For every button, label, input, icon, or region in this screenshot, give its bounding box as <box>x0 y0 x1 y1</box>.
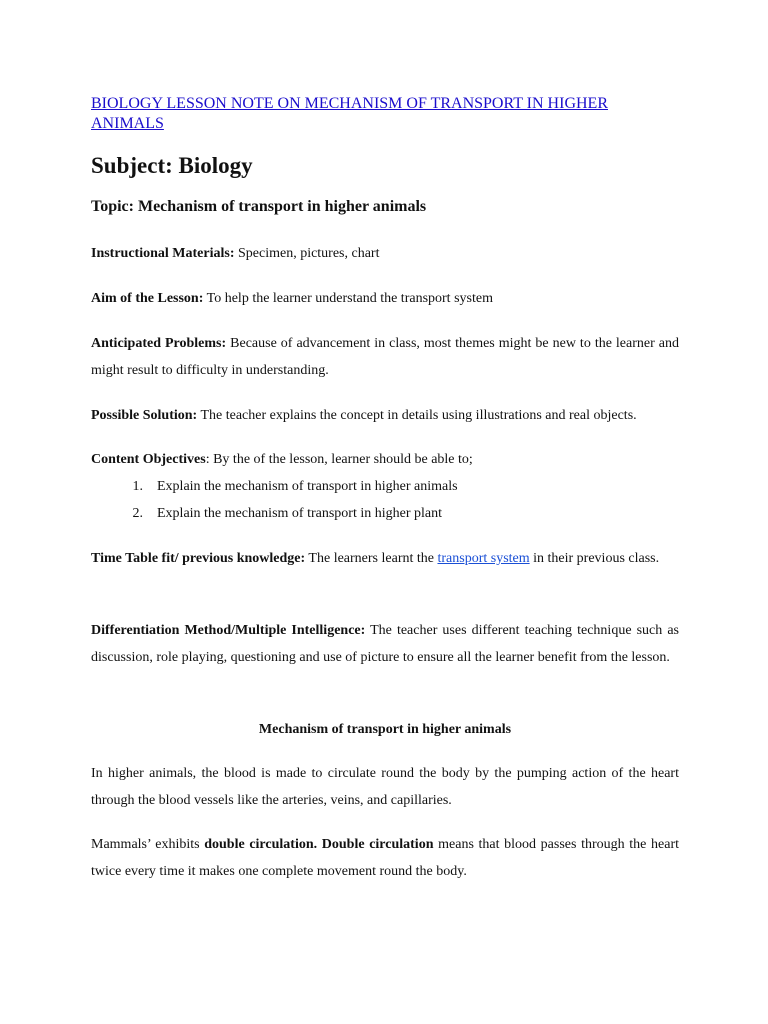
differentiation-method <box>91 617 679 671</box>
transport-system-link[interactable]: transport system <box>437 551 530 566</box>
list-text: Explain the mechanism of transport in higher plant <box>157 506 442 521</box>
list-number: 2. <box>132 506 143 521</box>
anticipated-label: Anticipated Problems: <box>91 336 227 351</box>
subject-heading: Subject: Biology <box>91 153 253 178</box>
content-objectives <box>91 446 679 473</box>
list-text: Explain the mechanism of transport in higher animals <box>157 479 458 494</box>
title-link[interactable]: BIOLOGY LESSON NOTE ON MECHANISM OF TRANSPORT IN HIGHER ANIMALS <box>91 95 608 132</box>
aim-text: To help the learner understand the transport system <box>203 291 493 306</box>
anticipated-problems <box>91 330 679 384</box>
solution-label: Possible Solution: <box>91 408 198 423</box>
body2-bold1: double circulation. <box>204 837 318 852</box>
objectives-label: Content Objectives <box>91 452 206 467</box>
objectives-text: : By the of the lesson, learner should be able to; <box>205 452 473 467</box>
aim-of-lesson <box>91 285 679 312</box>
section-title: Mechanism of transport in higher animals <box>258 722 512 737</box>
timetable-label: Time Table fit/ previous knowledge: <box>91 551 306 566</box>
instructional-label: Instructional Materials: <box>91 246 235 261</box>
time-table-fit <box>91 545 679 572</box>
instructional-materials <box>91 240 679 267</box>
timetable-text-before: The learners learnt the <box>305 551 438 566</box>
possible-solution <box>91 402 679 429</box>
body2-text1: Mammals’ exhibits <box>91 837 205 852</box>
timetable-text-after: in their previous class. <box>529 551 660 566</box>
topic-heading: Topic: Mechanism of transport in higher animals <box>91 198 427 215</box>
differentiation-text: The teacher uses different teaching technique such as discussion, role playing, questioning and use of picture to ensure all the learner benefit from the lesson. <box>91 623 680 665</box>
differentiation-label: Differentiation Method/Multiple Intelligence: <box>91 623 366 638</box>
body2-bold2: Double circulation <box>321 837 434 852</box>
body-paragraph-2 <box>91 831 679 885</box>
list-item <box>91 500 679 527</box>
anticipated-text: Because of advancement in class, most themes might be new to the learner and might result to difficulty in understanding. <box>91 336 679 378</box>
solution-text: The teacher explains the concept in details using illustrations and real objects. <box>197 408 637 423</box>
instructional-text: Specimen, pictures, chart <box>234 246 380 261</box>
objectives-list <box>91 473 679 527</box>
body-paragraph-1: In higher animals, the blood is made to circulate round the body by the pumping action of the heart through the blood vessels like the arteries, veins, and capillaries. <box>91 766 679 808</box>
body2-text3: means that blood passes through the heart twice every time it makes one complete movement round the body. <box>91 837 679 879</box>
aim-label: Aim of the Lesson: <box>91 291 204 306</box>
list-item <box>91 473 679 500</box>
list-number: 1. <box>132 479 143 494</box>
